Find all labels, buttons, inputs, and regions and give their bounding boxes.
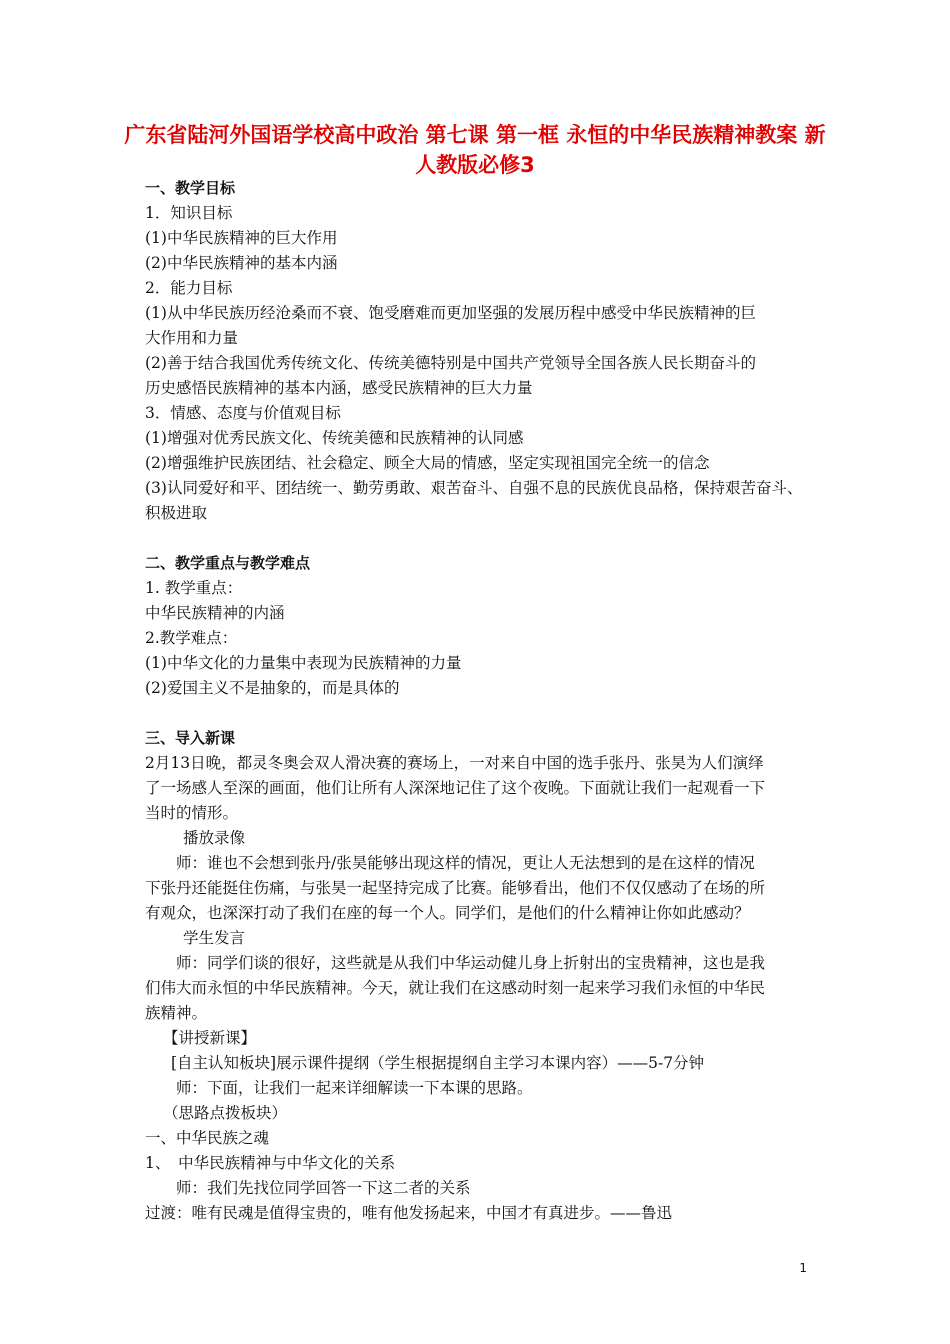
text-line: 播放录像 <box>183 829 246 847</box>
text-line: （思路点拨板块） <box>163 1104 288 1122</box>
text-line: 师：我们先找位同学回答一下这二者的关系 <box>176 1179 471 1197</box>
text-line: 有观众，也深深打动了我们在座的每一个人。同学们，是他们的什么精神让你如此感动？ <box>145 904 750 922</box>
text-line: 学生发言 <box>183 929 246 947</box>
document-title: 广东省陆河外国语学校高中政治 第七课 第一框 永恒的中华民族精神教案 新人教版必修3 <box>124 123 826 177</box>
text-line: 1．知识目标 <box>145 204 233 222</box>
text-line: 中华民族精神的内涵 <box>145 604 285 622</box>
text-line: 了一场感人至深的画面，他们让所有人深深地记住了这个夜晚。下面就让我们一起观看一下 <box>145 779 766 797</box>
text-line: 1、 中华民族精神与中华文化的关系 <box>145 1154 396 1172</box>
text-line: 当时的情形。 <box>145 804 239 822</box>
text-line: (3)认同爱好和平、团结统一、勤劳勇敢、艰苦奋斗、自强不息的民族优良品格，保持艰苦奋斗、 <box>145 479 803 497</box>
paragraph-gap <box>145 526 820 551</box>
text-line: 2.教学难点： <box>145 629 238 647</box>
text-line: 师：下面，让我们一起来详细解读一下本课的思路。 <box>176 1079 533 1097</box>
text-line: (1)中华民族精神的巨大作用 <box>145 229 338 247</box>
text-line: 们伟大而永恒的中华民族精神。今天，就让我们在这感动时刻一起来学习我们永恒的中华民 <box>145 979 766 997</box>
text-line: 一、中华民族之魂 <box>145 1129 270 1147</box>
section-heading-objectives: 一、教学目标 <box>145 179 236 197</box>
section-heading-introduction: 三、导入新课 <box>145 729 236 747</box>
document-body <box>145 176 820 1226</box>
text-line: 2月13日晚，都灵冬奥会双人滑决赛的赛场上，一对来自中国的选手张丹、张昊为人们演绎 <box>145 754 764 772</box>
text-line: (1)增强对优秀民族文化、传统美德和民族精神的认同感 <box>145 429 524 447</box>
text-line: 3．情感、态度与价值观目标 <box>145 404 341 422</box>
text-line: 2．能力目标 <box>145 279 233 297</box>
text-line: 积极进取 <box>145 504 208 522</box>
text-line: 【讲授新课】 <box>163 1029 257 1047</box>
section-heading-key-points: 二、教学重点与教学难点 <box>145 554 311 572</box>
text-line: (2)善于结合我国优秀传统文化、传统美德特别是中国共产党领导全国各族人民长期奋斗的 <box>145 354 756 372</box>
text-line: 师：同学们谈的很好，这些就是从我们中华运动健儿身上折射出的宝贵精神，这也是我 <box>176 954 766 972</box>
text-line: (2)爱国主义不是抽象的，而是具体的 <box>145 679 400 697</box>
paragraph-gap <box>145 701 820 726</box>
text-line: 族精神。 <box>145 1004 208 1022</box>
text-line: 1. 教学重点： <box>145 579 243 597</box>
text-line: (2)中华民族精神的基本内涵 <box>145 254 338 272</box>
text-line: 下张丹还能挺住伤痛，与张昊一起坚持完成了比赛。能够看出，他们不仅仅感动了在场的所 <box>145 879 766 897</box>
text-line: 历史感悟民族精神的基本内涵，感受民族精神的巨大力量 <box>145 379 533 397</box>
text-line: (1)中华文化的力量集中表现为民族精神的力量 <box>145 654 462 672</box>
text-line: (2)增强维护民族团结、社会稳定、顾全大局的情感，坚定实现祖国完全统一的信念 <box>145 454 710 472</box>
text-line: 过渡：唯有民魂是值得宝贵的，唯有他发扬起来，中国才有真进步。——鲁迅 <box>145 1204 673 1222</box>
text-line: [自主认知板块]展示课件提纲（学生根据提纲自主学习本课内容）——5-7分钟 <box>171 1054 705 1072</box>
page-number: 1 <box>799 1261 807 1275</box>
text-line: (1)从中华民族历经沧桑而不衰、饱受磨难而更加坚强的发展历程中感受中华民族精神的巨 <box>145 304 756 322</box>
text-line: 师：谁也不会想到张丹/张昊能够出现这样的情况，更让人无法想到的是在这样的情况 <box>176 854 755 872</box>
text-line: 大作用和力量 <box>145 329 239 347</box>
